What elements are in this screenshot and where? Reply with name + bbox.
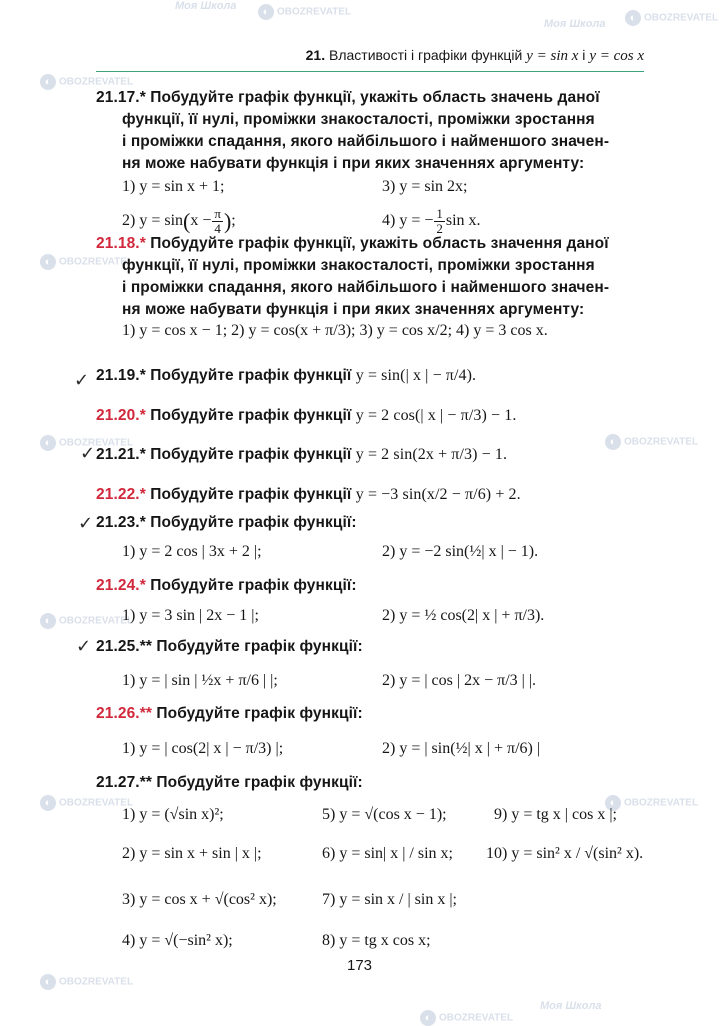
problem-21-23-option-1: 1) y = 2 cos | 3x + 2 |;	[122, 543, 262, 560]
problem-21-21	[96, 446, 507, 464]
problem-21-23-option-2: 2) y = −2 sin(½| x | − 1).	[382, 543, 539, 560]
problem-21-27-option-6: 6) y = sin| x | / sin x;	[322, 845, 453, 862]
problem-text: Побудуйте графік функції:	[156, 774, 363, 791]
watermark-brand: ◐ OBOZREVATEL	[40, 613, 133, 629]
watermark-brand: ◐ OBOZREVATEL	[605, 434, 698, 450]
problem-21-17-line3: і проміжки спадання, якого найбільшого і найменшого значен-	[122, 133, 610, 150]
problem-number: 21.26.**	[96, 705, 152, 722]
problem-text: Побудуйте графік функції:	[150, 514, 357, 531]
problem-21-26-option-2: 2) y = | sin(½| x | + π/6) |	[382, 740, 541, 757]
header-formula-sin: y = sin x	[526, 48, 579, 64]
watermark-brand: ◐ OBOZREVATEL	[420, 1010, 513, 1026]
problem-21-27-option-10: 10) y = sin² x / √(sin² x).	[486, 845, 644, 862]
problem-21-17-option-1: 1) y = sin x + 1;	[122, 178, 225, 195]
problem-text: Побудуйте графік функції	[150, 367, 352, 384]
running-header	[96, 47, 644, 72]
problem-text: Побудуйте графік функції	[150, 407, 352, 424]
problem-21-27-option-4: 4) y = √(−sin² x);	[122, 932, 233, 949]
problem-21-26	[96, 705, 363, 723]
problem-21-18-line4: ня може набувати функція і при яких значеннях аргументу:	[122, 301, 585, 318]
problem-number: 21.25.**	[96, 638, 152, 655]
problem-21-24-option-2: 2) y = ½ cos(2| x | + π/3).	[382, 607, 545, 624]
problem-21-27-option-1: 1) y = (√sin x)²;	[122, 806, 224, 823]
checkmark-icon: ✓	[78, 513, 94, 534]
problem-text: Побудуйте графік функції	[150, 486, 352, 503]
problem-21-25-option-2: 2) y = | cos | 2x − π/3 | |.	[382, 672, 537, 689]
problem-21-18-line2: функції, її нулі, проміжки знакосталості, проміжки зростання	[122, 257, 595, 274]
problem-text: Побудуйте графік функції:	[156, 705, 363, 722]
problem-21-25-option-1: 1) y = | sin | ½x + π/6 | |;	[122, 672, 278, 689]
problem-formula: y = −3 sin(x/2 − π/6) + 2.	[355, 486, 521, 503]
problem-text: Побудуйте графік функції:	[150, 577, 357, 594]
problem-text: Побудуйте графік функції, укажіть область значень даної	[150, 89, 600, 106]
problem-21-18-options: 1) y = cos x − 1; 2) y = cos(x + π/3); 3) y = cos x/2; 4) y = 3 cos x.	[122, 322, 548, 339]
page-number: 173	[347, 957, 373, 974]
problem-21-27	[96, 774, 363, 792]
watermark-brand: ◐ OBOZREVATEL	[40, 795, 133, 811]
watermark-brand: ◐ OBOZREVATEL	[605, 795, 698, 811]
header-formula-cos: y = cos x	[589, 48, 644, 64]
problem-formula: y = 2 cos(| x | − π/3) − 1.	[355, 407, 517, 424]
problem-21-20	[96, 407, 516, 425]
problem-21-27-option-5: 5) y = √(cos x − 1);	[322, 806, 447, 823]
problem-text: Побудуйте графік функції	[150, 446, 352, 463]
problem-21-27-option-7: 7) y = sin x / | sin x |;	[322, 891, 457, 908]
problem-21-17-option-3: 3) y = sin 2x;	[382, 178, 468, 195]
problem-21-27-option-8: 8) y = tg x cos x;	[322, 932, 431, 949]
problem-21-17-line2: функції, її нулі, проміжки знакосталості, проміжки зростання	[122, 111, 595, 128]
problem-number: 21.17.*	[96, 89, 146, 106]
checkmark-icon: ✓	[74, 370, 90, 391]
problem-21-24-option-1: 1) y = 3 sin | 2x − 1 |;	[122, 607, 259, 624]
problem-number: 21.20.*	[96, 407, 146, 424]
problem-formula: y = 2 sin(2x + π/3) − 1.	[355, 446, 508, 463]
problem-21-19	[96, 367, 476, 385]
problem-number: 21.19.*	[96, 367, 146, 384]
problem-21-25	[96, 638, 363, 656]
section-title: Властивості і графіки функцій	[329, 47, 523, 63]
problem-21-17-option-2: 2) y = sin(x − $\frac{\pi}{4}$ );	[122, 206, 236, 236]
problem-21-17-line4: ня може набувати функція і при яких значеннях аргументу:	[122, 155, 585, 172]
problem-21-27-option-3: 3) y = cos x + √(cos² x);	[122, 891, 277, 908]
problem-21-18-line3: і проміжки спадання, якого найбільшого і найменшого значен-	[122, 279, 610, 296]
watermark-brand: ◐ OBOZREVATEL	[40, 254, 133, 270]
watermark-brand: ◐ OBOZREVATEL	[40, 435, 133, 451]
problem-number: 21.24.*	[96, 577, 146, 594]
watermark-brand: ◐ OBOZREVATEL	[40, 74, 133, 90]
watermark-brand: ◐ OBOZREVATEL	[40, 974, 133, 990]
problem-21-17-option-4: 4) y = − $\frac{1}{2}$ sin x.	[382, 206, 481, 236]
problem-21-18-line1	[96, 235, 609, 253]
checkmark-icon: ✓	[80, 443, 96, 464]
problem-number: 21.22.*	[96, 486, 146, 503]
problem-21-27-option-2: 2) y = sin x + sin | x |;	[122, 845, 262, 862]
problem-number: 21.27.**	[96, 774, 152, 791]
option-label: 4)	[382, 212, 396, 230]
problem-text: Побудуйте графік функції, укажіть область значення даної	[150, 235, 609, 252]
problem-21-22	[96, 486, 521, 504]
problem-21-27-option-9: 9) y = tg x | cos x |;	[494, 806, 617, 823]
watermark-school: Моя Школа	[175, 0, 237, 12]
problem-number: 21.18.*	[96, 235, 146, 252]
checkmark-icon: ✓	[76, 636, 92, 657]
watermark-brand: ◐ OBOZREVATEL	[258, 4, 351, 20]
section-number: 21.	[305, 47, 326, 63]
problem-21-23	[96, 514, 357, 532]
problem-number: 21.21.*	[96, 446, 146, 463]
problem-text: Побудуйте графік функції:	[156, 638, 363, 655]
watermark-school: Моя Школа	[544, 18, 606, 30]
problem-21-17-line1	[96, 89, 600, 107]
problem-number: 21.23.*	[96, 514, 146, 531]
problem-21-24	[96, 577, 357, 595]
watermark-brand: ◐ OBOZREVATEL	[625, 10, 718, 26]
problem-21-26-option-1: 1) y = | cos(2| x | − π/3) |;	[122, 740, 284, 757]
option-label: 2)	[122, 212, 136, 230]
watermark-school: Моя Школа	[540, 1000, 602, 1012]
problem-formula: y = sin(| x | − π/4).	[355, 367, 477, 384]
header-conj: і	[578, 47, 590, 63]
